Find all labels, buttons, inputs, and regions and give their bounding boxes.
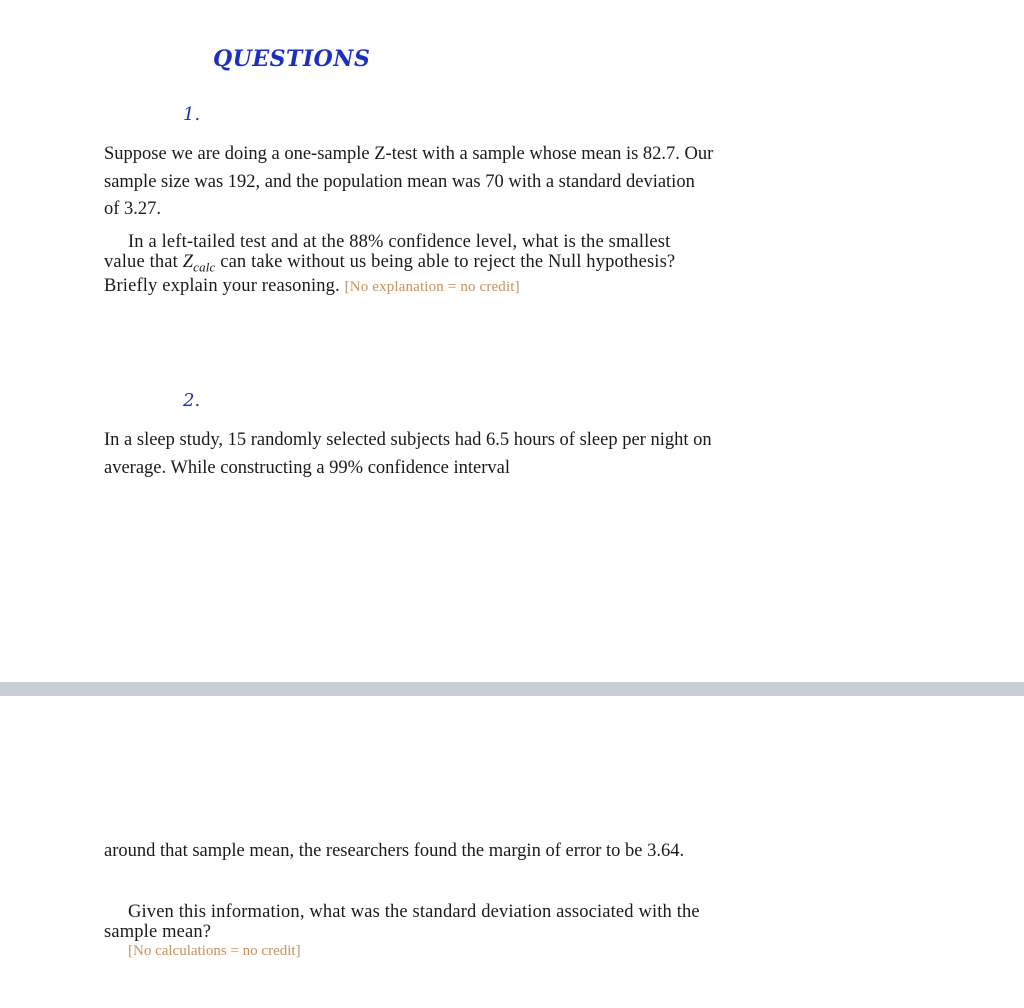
question-2-statement-part1: In a sleep study, 15 randomly selected subjects had 6.5 hours of sleep per night on average. While constructing a 99% confidence interval: [104, 430, 712, 478]
page-break-divider: [0, 682, 1024, 696]
question-1-grading-note: [No explanation = no credit]: [344, 278, 520, 295]
question-2-number: 2.: [183, 390, 201, 411]
question-2-prompt: Given this information, what was the standard deviation associated with the sample mean?: [104, 902, 700, 942]
question-2-statement-part2: around that sample mean, the researchers found the margin of error to be 3.64.: [104, 841, 685, 861]
z-variable: Z: [182, 251, 194, 272]
z-subscript: calc: [193, 259, 216, 275]
question-2-grading-note: [No calculations = no credit]: [128, 943, 301, 959]
question-1-prompt-text-a: In a left-tailed test and at the 88% confidence level, what is the smallest value that: [104, 232, 671, 272]
section-title: QUESTIONS: [213, 46, 371, 72]
question-1-prompt-text-b: can take without us being able to reject the Null hypothesis? Briefly explain your reasoning.: [104, 251, 676, 296]
z-calc-symbol: [182, 251, 216, 275]
question-1-prompt: [104, 233, 714, 297]
question-1-statement: Suppose we are doing a one-sample Z-test with a sample whose mean is 82.7. Our sample size was 192, and the population mean was 70 with a standard deviation of 3.27.: [104, 144, 714, 219]
question-1-number: 1.: [183, 104, 201, 125]
